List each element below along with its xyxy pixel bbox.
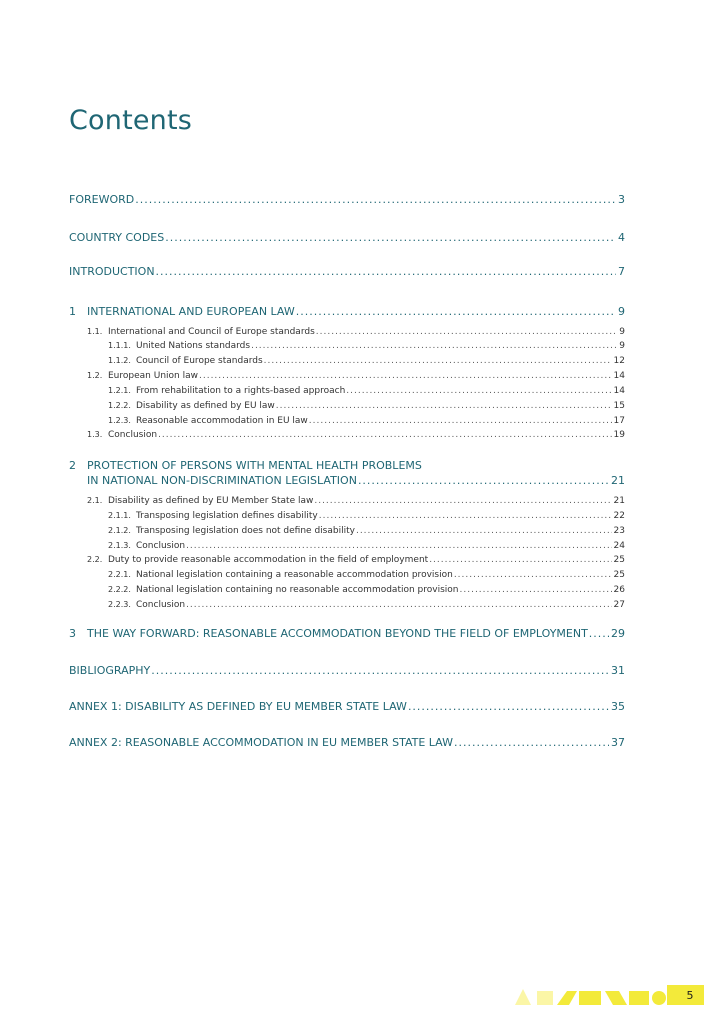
toc-entry-1-1[interactable] [87,327,625,337]
toc-entry-label: Council of Europe standards [136,356,263,366]
toc-entry-page: 29 [611,627,625,640]
toc-entry-label: United Nations standards [136,341,251,351]
toc-entry-chapter-2-line1[interactable] [69,459,422,472]
toc-entry-number: 2 [69,459,76,472]
toc-entry-label: Reasonable accommodation in EU law [136,416,308,426]
toc-entry-number: 2.2. [87,555,103,564]
toc-entry-label: COUNTRY CODES [69,231,165,244]
toc-entry-label: Conclusion [136,541,186,551]
toc-entry-page: 9 [619,341,625,351]
toc-entry-1-2-1[interactable] [108,386,625,396]
toc-entry-label: PROTECTION OF PERSONS WITH MENTAL HEALTH PROBLEMS [87,459,422,472]
toc-entry-label: THE WAY FORWARD: REASONABLE ACCOMMODATION BEYOND THE FIELD OF EMPLOYMENT [87,627,588,640]
leader-dots [186,541,611,551]
toc-entry-introduction[interactable] [69,265,625,278]
leader-dots [314,496,611,506]
toc-entry-annex-1[interactable] [69,700,625,713]
toc-entry-page: 25 [613,570,625,580]
pattern-triangle-1 [515,989,531,1005]
toc-entry-page: 9 [619,327,625,337]
toc-entry-1-1-1[interactable] [108,341,625,351]
leader-dots [454,570,612,580]
toc-entry-page: 31 [611,664,625,677]
toc-entry-page: 9 [618,305,625,318]
toc-entry-page: 15 [613,401,625,411]
pattern-circle [652,991,666,1005]
toc-entry-1-2-3[interactable] [108,416,625,426]
toc-entry-label: INTERNATIONAL AND EUROPEAN LAW [87,305,295,318]
toc-entry-number: 1.1.1. [108,341,131,350]
toc-entry-label: National legislation containing a reasonable accommodation provision [136,570,453,580]
toc-entry-label: Disability as defined by EU Member State law [108,496,314,506]
toc-entry-number: 2.1.1. [108,511,131,520]
toc-entry-number: 1 [69,305,76,318]
toc-entry-chapter-3[interactable] [69,627,625,640]
toc-entry-number: 2.2.1. [108,570,131,579]
toc-entry-page: 21 [611,474,625,487]
toc-entry-2-1[interactable] [87,496,625,506]
toc-entry-label: Transposing legislation does not define disability [136,526,355,536]
pattern-bar-3 [629,991,649,1005]
toc-entry-page: 25 [613,555,625,565]
pattern-bar-2 [579,991,601,1005]
leader-dots [156,265,616,278]
toc-entry-label: International and Council of Europe standards [108,327,315,337]
leader-dots [251,341,617,351]
toc-entry-2-1-2[interactable] [108,526,625,536]
toc-entry-number: 2.1.2. [108,526,131,535]
toc-entry-page: 3 [618,193,625,206]
toc-entry-foreword[interactable] [69,193,625,206]
toc-entry-number: 1.2.2. [108,401,131,410]
toc-entry-label: European Union law [108,371,198,381]
toc-entry-label: FOREWORD [69,193,135,206]
pattern-chevron-2 [605,991,627,1005]
toc-entry-label: BIBLIOGRAPHY [69,664,151,677]
toc-entry-page: 4 [618,231,625,244]
toc-entry-page: 19 [613,430,625,440]
toc-entry-1-1-2[interactable] [108,356,625,366]
toc-entry-number: 1.3. [87,430,103,439]
toc-entry-number: 1.1.2. [108,356,131,365]
toc-entry-number: 1.2. [87,371,103,380]
pattern-bar-1 [537,991,553,1005]
pattern-bar-4 [667,985,676,1005]
toc-entry-page: 17 [613,416,625,426]
leader-dots [151,664,609,677]
toc-entry-2-2-2[interactable] [108,585,625,595]
leader-dots [356,526,612,536]
toc-entry-page: 35 [611,700,625,713]
toc-entry-page: 37 [611,736,625,749]
leader-dots [135,193,616,206]
toc-entry-label: INTRODUCTION [69,265,155,278]
toc-entry-2-2-3[interactable] [108,600,625,610]
toc-entry-page: 23 [613,526,625,536]
toc-entry-1-3[interactable] [87,430,625,440]
toc-entry-label: Disability as defined by EU law [136,401,275,411]
toc-entry-chapter-1[interactable] [69,305,625,318]
leader-dots [165,231,616,244]
toc-entry-number: 2.1. [87,496,103,505]
toc-entry-annex-2[interactable] [69,736,625,749]
leader-dots [309,416,612,426]
toc-entry-number: 3 [69,627,76,640]
toc-entry-page: 12 [613,356,625,366]
toc-entry-2-2-1[interactable] [108,570,625,580]
toc-entry-label: Duty to provide reasonable accommodation in the field of employment [108,555,429,565]
toc-entry-2-1-3[interactable] [108,541,625,551]
page-title: Contents [69,105,193,136]
leader-dots [346,386,611,396]
toc-entry-number: 2.1.3. [108,541,131,550]
toc-entry-label: Conclusion [108,430,158,440]
toc-entry-number: 1.2.1. [108,386,131,395]
leader-dots [429,555,611,565]
toc-entry-label: ANNEX 1: DISABILITY AS DEFINED BY EU MEMBER STATE LAW [69,700,407,713]
toc-entry-1-2-2[interactable] [108,401,625,411]
toc-entry-label: Transposing legislation defines disability [136,511,318,521]
toc-entry-number: 2.2.3. [108,600,131,609]
toc-entry-bibliography[interactable] [69,664,625,677]
toc-entry-number: 2.2.2. [108,585,131,594]
leader-dots [186,600,611,610]
leader-dots [358,474,609,487]
toc-entry-page: 14 [613,386,625,396]
leader-dots [408,700,609,713]
toc-entry-label: Conclusion [136,600,186,610]
toc-entry-page: 24 [613,541,625,551]
decorative-pattern [509,985,676,1005]
toc-entry-number: 1.2.3. [108,416,131,425]
toc-entry-page: 26 [613,585,625,595]
leader-dots [199,371,612,381]
toc-entry-number: 1.1. [87,327,103,336]
toc-entry-country-codes[interactable] [69,231,625,244]
leader-dots [319,511,612,521]
leader-dots [316,327,618,337]
toc-entry-page: 21 [613,496,625,506]
leader-dots [589,627,609,640]
leader-dots [296,305,616,318]
leader-dots [264,356,612,366]
toc-entry-2-1-1[interactable] [108,511,625,521]
page-number: 5 [676,985,704,1005]
toc-entry-1-2[interactable] [87,371,625,381]
leader-dots [454,736,609,749]
toc-entry-page: 14 [613,371,625,381]
toc-entry-label: IN NATIONAL NON-DISCRIMINATION LEGISLATION [87,474,357,487]
toc-entry-label: National legislation containing no reasonable accommodation provision [136,585,459,595]
toc-entry-page: 27 [613,600,625,610]
toc-entry-label: From rehabilitation to a rights-based approach [136,386,346,396]
toc-entry-2-2[interactable] [87,555,625,565]
pattern-chevron-1 [557,991,577,1005]
leader-dots [276,401,612,411]
toc-entry-label: ANNEX 2: REASONABLE ACCOMMODATION IN EU MEMBER STATE LAW [69,736,453,749]
toc-entry-page: 22 [613,511,625,521]
toc-entry-chapter-2[interactable] [87,474,625,487]
leader-dots [460,585,612,595]
toc-entry-page: 7 [618,265,625,278]
leader-dots [158,430,611,440]
